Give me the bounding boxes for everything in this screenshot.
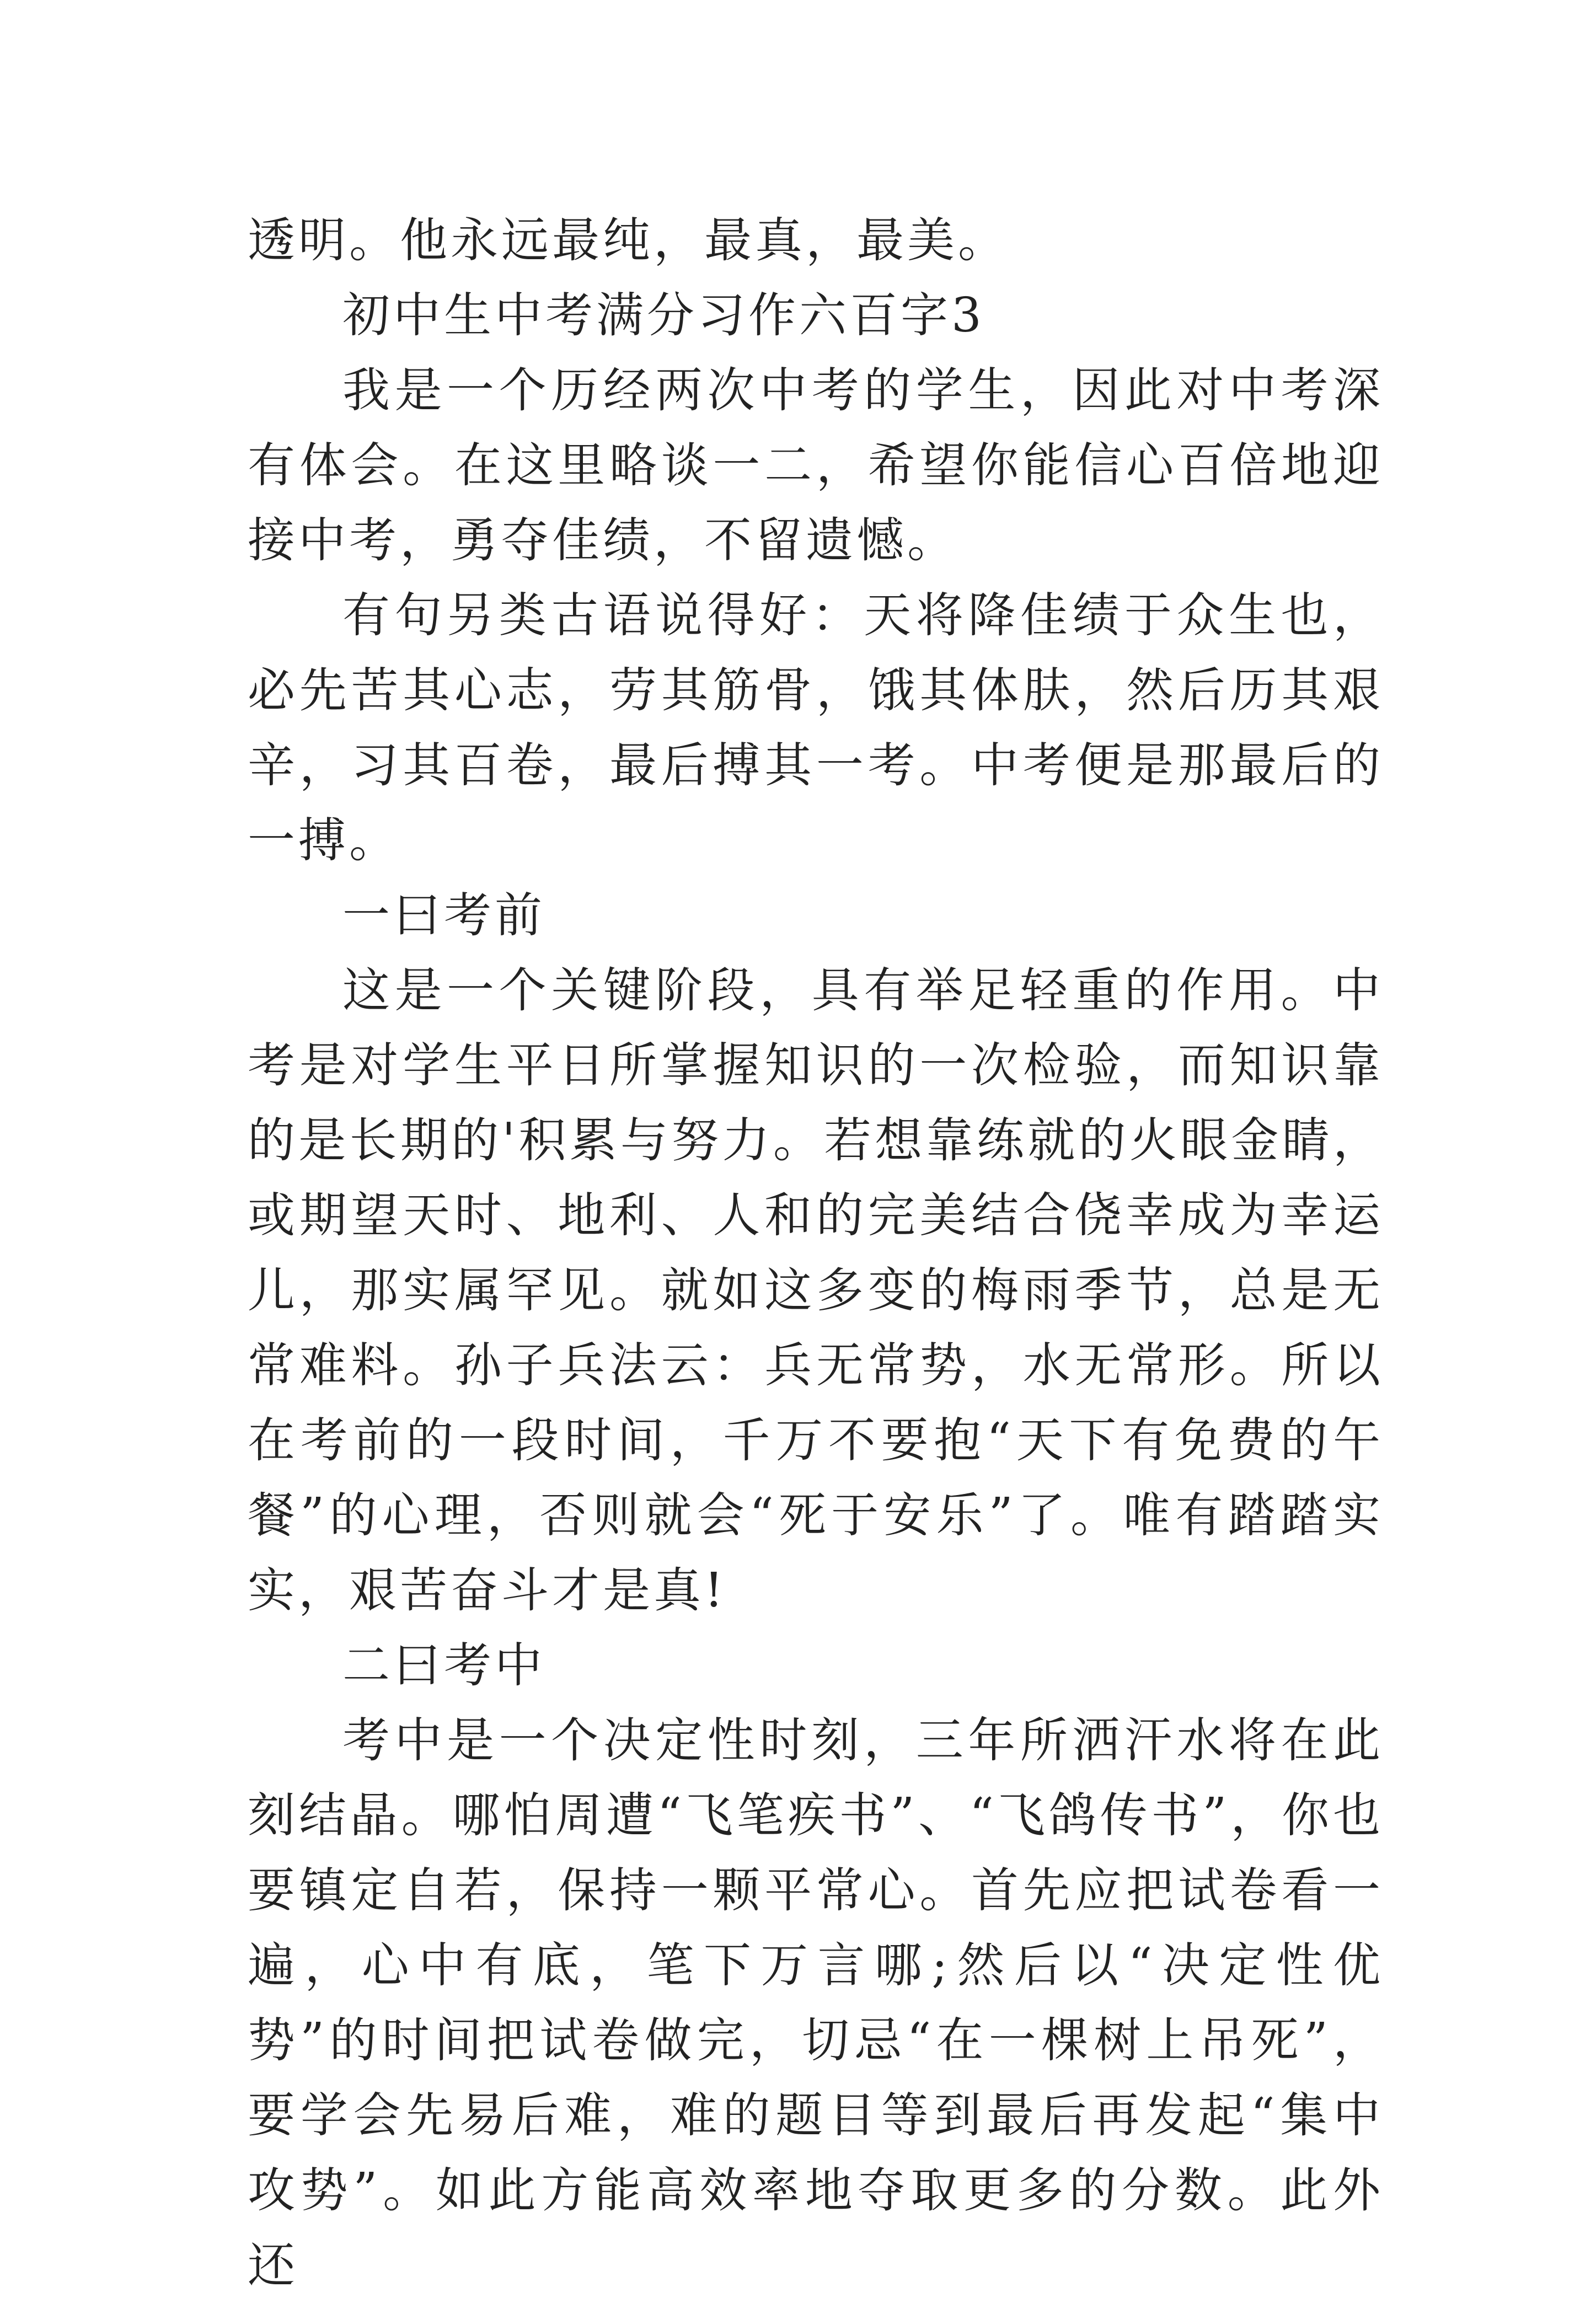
paragraph: 这是一个关键阶段，具有举足轻重的作用。中考是对学生平日所掌握知识的一次检验，而知识靠的是长期的'积累与努力。若想靠练就的火眼金睛，或期望天时、地利、人和的完美结合侥幸成为幸运儿，那实属罕见。就如这多变的梅雨季节，总是无常难料。孙子兵法云：兵无常势，水无常形。所以在考前的一段时间，千万不要抱“天下有免费的午餐”的心理，否则就会“死于安乐”了。唯有踏踏实实，艰苦奋斗才是真! <box>248 963 1384 1618</box>
subheading-before-exam: 一曰考前 <box>342 888 545 943</box>
subheading-during-exam: 二曰考中 <box>342 1638 545 1693</box>
document-body <box>248 203 1384 2303</box>
paragraph: 有句另类古语说得好：天将降佳绩于众生也，必先苦其心志，劳其筋骨，饿其体肤，然后历其艰辛，习其百卷，最后搏其一考。中考便是那最后的一搏。 <box>248 588 1384 868</box>
paragraph-continuation: 透明。他永远最纯，最真，最美。 <box>248 213 1009 268</box>
paragraph: 考中是一个决定性时刻，三年所洒汗水将在此刻结晶。哪怕周遭“飞笔疾书”、“飞鸽传书”，你也要镇定自若，保持一颗平常心。首先应把试卷看一遍，心中有底，笔下万言哪;然后以“决定性优势”的时间把试卷做完，切忌“在一棵树上吊死”，要学会先易后难，难的题目等到最后再发起“集中攻势”。如此方能高效率地夺取更多的分数。此外还 <box>248 1713 1384 2293</box>
paragraph: 我是一个历经两次中考的学生，因此对中考深有体会。在这里略谈一二，希望你能信心百倍地迎接中考，勇夺佳绩，不留遗憾。 <box>248 363 1384 568</box>
section-title: 初中生中考满分习作六百字3 <box>342 288 985 343</box>
